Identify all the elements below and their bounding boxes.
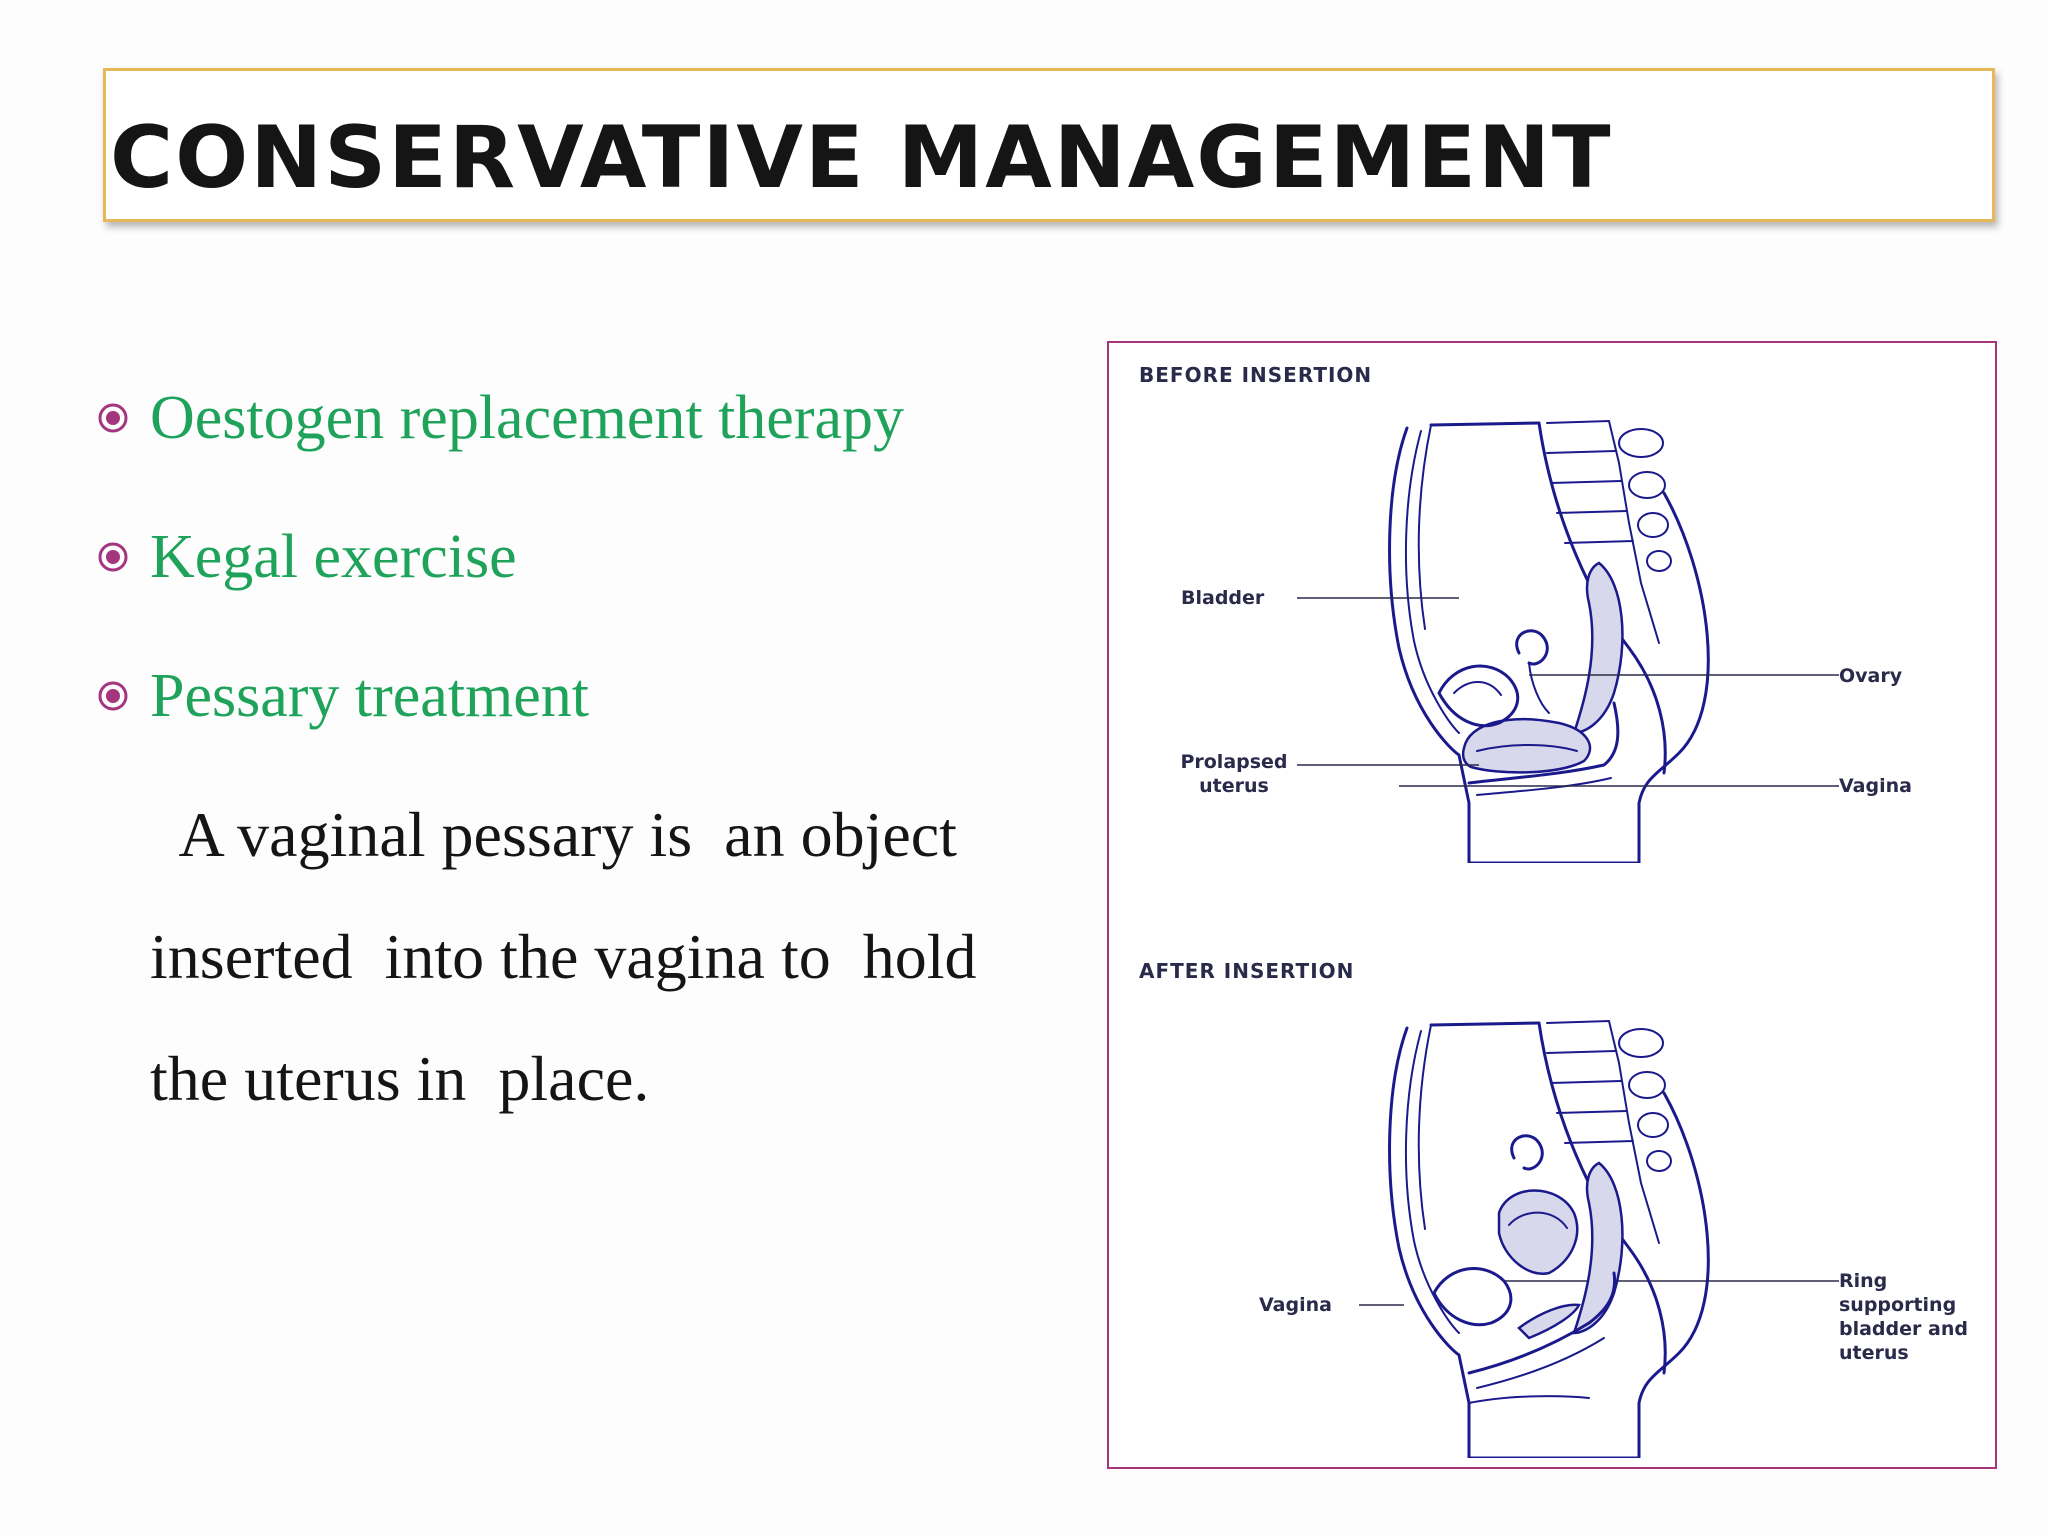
paragraph-line: A vaginal pessary is an object (150, 799, 957, 870)
circle-bullet-icon (96, 401, 130, 435)
bullet-item-estrogen (96, 383, 904, 453)
bullet-text: Oestogen replacement therapy (150, 383, 904, 452)
label-bladder: Bladder (1181, 587, 1265, 609)
circle-bullet-icon (96, 540, 130, 574)
label-vagina-after: Vagina (1259, 1294, 1332, 1316)
label-uterus-line: uterus (1199, 775, 1269, 797)
label-uterus-line: uterus (1839, 1342, 1909, 1364)
bullet-item-pessary (96, 661, 589, 731)
slide-title: CONSERVATIVE MANAGEMENT (110, 108, 1613, 208)
pessary-figure (1107, 341, 1997, 1469)
label-prolapsed-line: Prolapsed (1180, 751, 1288, 773)
label-supporting-line: supporting (1839, 1294, 1957, 1316)
label-ring-support (1839, 1269, 1989, 1365)
label-bladder-and-line: bladder and (1839, 1318, 1968, 1340)
label-prolapsed-uterus (1175, 750, 1293, 798)
circle-bullet-icon (96, 679, 130, 713)
before-insertion-heading: BEFORE INSERTION (1139, 363, 1373, 387)
label-vagina-before: Vagina (1839, 775, 1912, 797)
label-ovary: Ovary (1839, 665, 1903, 687)
paragraph-line: the uterus in place. (150, 1043, 650, 1114)
after-insertion-diagram (1359, 1003, 1719, 1458)
bullet-item-kegel (96, 522, 517, 592)
after-insertion-heading: AFTER INSERTION (1139, 959, 1355, 983)
bullet-text: Pessary treatment (150, 661, 590, 730)
bullet-text: Kegal exercise (150, 522, 517, 591)
paragraph-line: inserted into the vagina to hold (150, 921, 977, 992)
label-ring-line: Ring (1839, 1270, 1888, 1292)
